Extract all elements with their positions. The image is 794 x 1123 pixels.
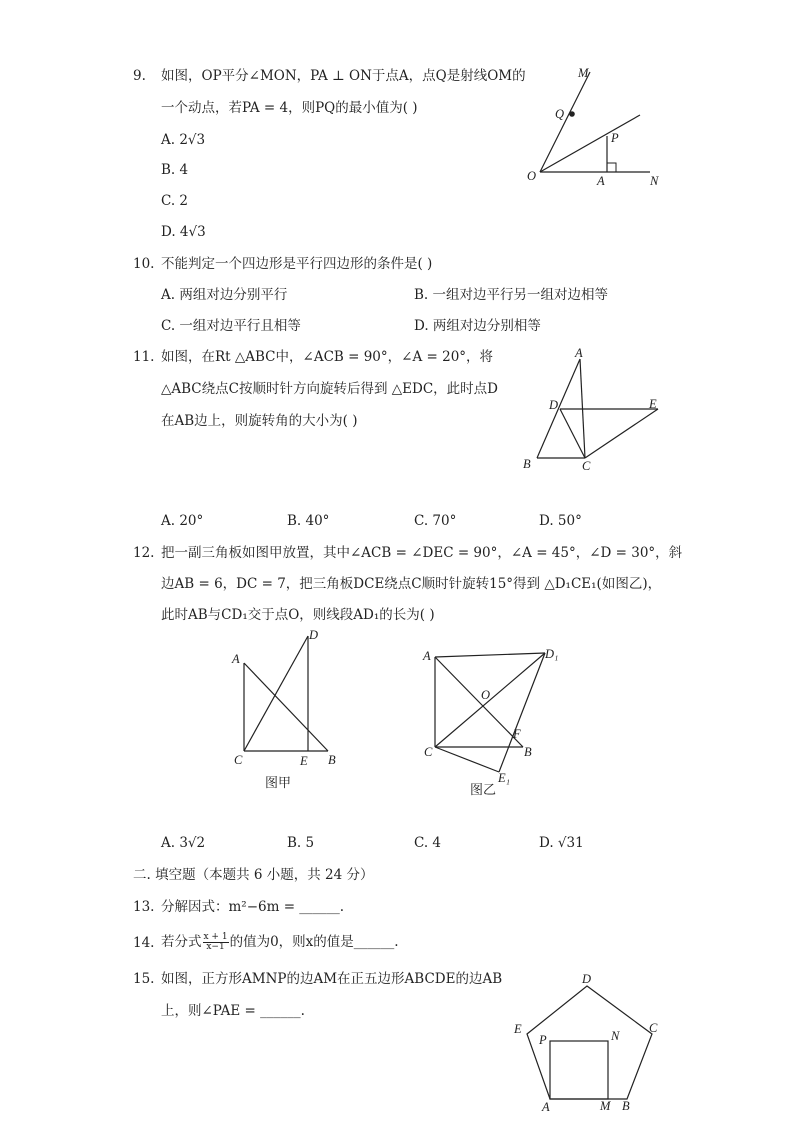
q9-label-q: Q	[555, 107, 565, 121]
q9-option-d[interactable]: D. 4√3	[161, 224, 206, 240]
q12-option-a[interactable]: A. 3√2	[161, 835, 206, 851]
q14-frac-bottom: x−1	[206, 942, 225, 952]
q9-label-n: N	[650, 174, 659, 188]
q12-jia-caption: 图甲	[265, 776, 292, 791]
q15-label-a: A	[542, 1100, 550, 1114]
q14-number: 14.	[133, 935, 155, 951]
q12-option-c[interactable]: C. 4	[414, 835, 442, 851]
q12-jia-label-c: C	[234, 753, 243, 767]
q9-figure	[520, 60, 670, 195]
q9-stem-line2: 一个动点，若PA = 4，则PQ的最小值为( )	[161, 100, 418, 116]
q12-jia-label-a: A	[232, 652, 240, 666]
q11-label-c: C	[582, 459, 591, 473]
q15-label-b: B	[622, 1099, 630, 1113]
q12-number: 12.	[133, 545, 155, 561]
q12-figure-jia	[225, 625, 355, 795]
q12-stem-line1: 把一副三角板如图甲放置，其中∠ACB = ∠DEC = 90°，∠A = 45°，∠D = 30°，斜	[161, 545, 683, 561]
q11-option-c[interactable]: C. 70°	[414, 513, 457, 529]
q9-option-b[interactable]: B. 4	[161, 162, 189, 178]
q9-label-o: O	[527, 169, 537, 183]
q12-yi-label-b: B	[524, 745, 532, 759]
q11-option-d[interactable]: D. 50°	[539, 513, 582, 529]
q10-option-a[interactable]: A. 两组对边分别平行	[161, 287, 288, 303]
q10-stem: 不能判定一个四边形是平行四边形的条件是( )	[161, 256, 433, 272]
q12-yi-label-o: O	[481, 688, 491, 702]
q15-label-m: M	[600, 1099, 611, 1113]
q12-option-d[interactable]: D. √31	[539, 835, 584, 851]
q12-jia-label-e: E	[300, 754, 308, 768]
q12-jia-label-b: B	[328, 753, 336, 767]
q12-yi-label-e1: E₁	[498, 771, 510, 785]
q9-option-c[interactable]: C. 2	[161, 193, 189, 209]
q11-number: 11.	[133, 349, 155, 365]
q12-stem-line2: 边AB = 6，DC = 7，把三角板DCE绕点C顺时针旋转15°得到 △D₁CE₁(如图乙)，	[161, 576, 662, 592]
q15-label-d: D	[582, 972, 592, 986]
q12-option-b[interactable]: B. 5	[287, 835, 315, 851]
q9-stem-line1: 如图，OP平分∠MON，PA ⊥ ON于点A，点Q是射线OM的	[161, 68, 526, 84]
q12-yi-label-f: F	[513, 727, 521, 741]
q12-figure-yi	[415, 640, 575, 805]
q11-figure	[515, 345, 675, 475]
q12-yi-label-a: A	[423, 649, 431, 663]
q14-frac-top: x + 1	[203, 932, 228, 942]
q15-label-p: P	[539, 1033, 547, 1047]
q10-option-d[interactable]: D. 两组对边分别相等	[414, 318, 541, 334]
q11-option-a[interactable]: A. 20°	[161, 513, 204, 529]
q9-option-a[interactable]: A. 2√3	[161, 132, 206, 148]
q13-text[interactable]: 分解因式：m²−6m = ______.	[161, 899, 345, 915]
q15-stem-line1: 如图，正方形AMNP的边AM在正五边形ABCDE的边AB	[161, 971, 503, 987]
q9-number: 9.	[133, 68, 146, 84]
q9-label-a: A	[597, 174, 605, 188]
q9-label-m: M	[578, 66, 589, 80]
q12-jia-label-d: D	[309, 628, 319, 642]
q15-label-n: N	[611, 1029, 620, 1043]
q11-stem-line1: 如图，在Rt △ABC中，∠ACB = 90°，∠A = 20°，将	[161, 349, 494, 365]
q11-label-d: D	[549, 398, 559, 412]
q11-label-b: B	[523, 457, 531, 471]
q11-label-a: A	[575, 346, 583, 360]
q9-label-p: P	[611, 131, 619, 145]
q15-label-c: C	[649, 1021, 658, 1035]
q12-yi-label-c: C	[424, 745, 433, 759]
q12-yi-label-d1: D₁	[545, 647, 559, 661]
q10-option-b[interactable]: B. 一组对边平行另一组对边相等	[414, 287, 609, 303]
q11-option-b[interactable]: B. 40°	[287, 513, 330, 529]
q15-stem-line2[interactable]: 上，则∠PAE = ______.	[161, 1003, 305, 1019]
q11-stem-line2: △ABC绕点C按顺时针方向旋转后得到 △EDC，此时点D	[161, 381, 498, 397]
q10-number: 10.	[133, 256, 155, 272]
q11-label-e: E	[649, 397, 657, 411]
q15-label-e: E	[514, 1022, 522, 1036]
q14-post: 的值为0，则x的值是______.	[229, 934, 399, 950]
q13-number: 13.	[133, 899, 155, 915]
q15-figure	[505, 968, 665, 1118]
q14-text[interactable]	[161, 928, 399, 956]
q14-fraction	[203, 933, 229, 952]
q12-stem-line3: 此时AB与CD₁交于点O，则线段AD₁的长为( )	[161, 607, 435, 623]
q15-number: 15.	[133, 971, 155, 987]
q12-yi-caption: 图乙	[470, 783, 497, 798]
q14-pre: 若分式	[161, 934, 202, 950]
q11-stem-line3: 在AB边上，则旋转角的大小为( )	[161, 413, 358, 429]
q10-option-c[interactable]: C. 一组对边平行且相等	[161, 318, 301, 334]
section-title-fill-blank: 二. 填空题（本题共 6 小题，共 24 分）	[133, 867, 374, 883]
